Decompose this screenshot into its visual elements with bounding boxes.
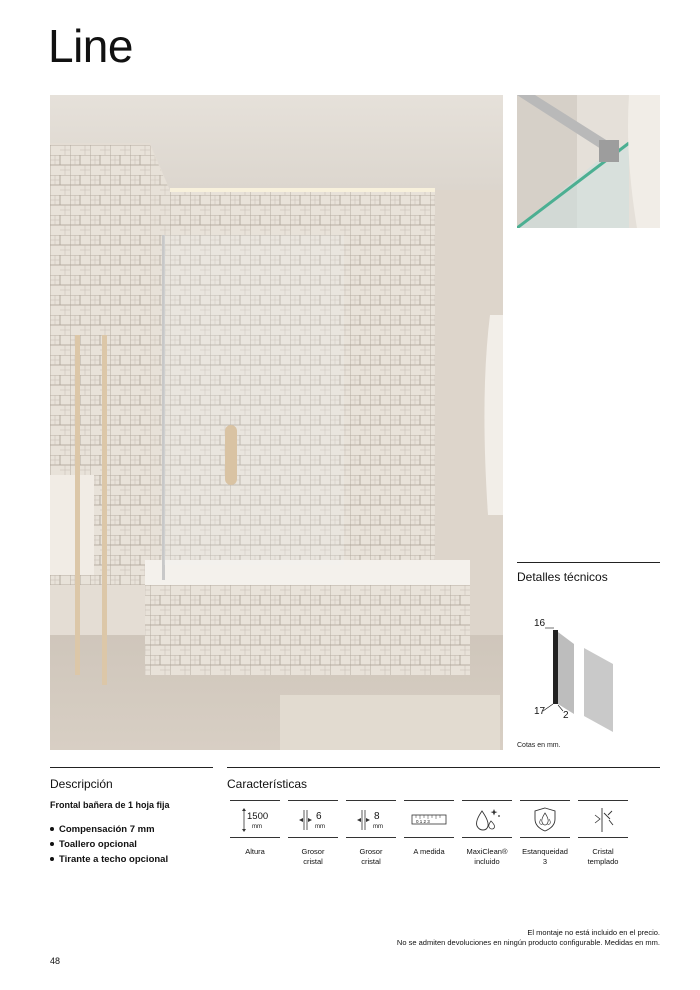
svg-text:0 1 2 3: 0 1 2 3 xyxy=(416,819,430,824)
feature-label: Estanqueidad xyxy=(522,847,568,856)
maxiclean-icon xyxy=(462,801,512,837)
glass-fixing-detail-photo xyxy=(517,95,660,228)
height-icon xyxy=(230,801,280,837)
feature-waterproofing: Estanqueidad 3 xyxy=(520,800,570,875)
dimension-2: 2 xyxy=(563,710,569,721)
ruler-icon xyxy=(404,801,454,837)
glass-thickness-icon xyxy=(288,801,338,837)
page-title: Line xyxy=(48,20,133,72)
footer-line-1: El montaje no está incluido en el precio. xyxy=(527,928,660,937)
feature-label: Grosor xyxy=(359,847,383,856)
description-list xyxy=(50,822,168,867)
feature-tempered-glass: Cristal templado xyxy=(578,800,628,875)
footer-line-2: No se admiten devoluciones en ningún producto configurable. Medidas en mm. xyxy=(396,938,660,947)
glass-thickness-icon xyxy=(346,801,396,837)
list-item: Tirante a techo opcional xyxy=(50,852,168,867)
svg-text:mm: mm xyxy=(252,824,262,830)
feature-label: Cristal xyxy=(592,847,614,856)
page-number: 48 xyxy=(50,956,61,966)
feature-maxiclean: MaxiClean® incluido xyxy=(462,800,512,875)
technical-profile-drawing xyxy=(517,608,660,738)
description-divider xyxy=(50,767,213,768)
bathroom-product-photo xyxy=(50,95,503,750)
technical-details-heading: Detalles técnicos xyxy=(517,570,608,584)
list-item: Toallero opcional xyxy=(50,837,168,852)
footer-note xyxy=(397,928,660,948)
waterproof-shield-icon xyxy=(520,801,570,837)
svg-text:mm: mm xyxy=(315,824,325,830)
features-divider xyxy=(227,767,660,768)
feature-label: MaxiClean® xyxy=(466,847,508,856)
feature-label: Grosor xyxy=(301,847,325,856)
feature-custom-size xyxy=(404,800,454,875)
tempered-glass-icon xyxy=(578,801,628,837)
feature-label: A medida xyxy=(413,847,445,856)
svg-text:1500: 1500 xyxy=(247,811,269,822)
feature-height xyxy=(230,800,280,875)
description-heading: Descripción xyxy=(50,777,113,791)
list-item: Compensación 7 mm xyxy=(50,822,168,837)
features-row xyxy=(227,800,627,875)
dimension-16: 16 xyxy=(534,618,546,629)
technical-divider xyxy=(517,562,660,563)
dimension-17: 17 xyxy=(534,706,546,717)
svg-text:8: 8 xyxy=(374,811,380,822)
svg-text:6: 6 xyxy=(316,811,322,822)
svg-text:mm: mm xyxy=(373,824,383,830)
feature-label: Altura xyxy=(245,847,265,856)
features-heading: Características xyxy=(227,777,308,791)
description-subtitle: Frontal bañera de 1 hoja fija xyxy=(50,800,170,810)
units-note: Cotas en mm. xyxy=(517,742,561,749)
feature-glass-thickness-6: 6 mm Grosor cristal xyxy=(288,800,338,875)
feature-glass-thickness-8: 8 mm Grosor cristal xyxy=(346,800,396,875)
